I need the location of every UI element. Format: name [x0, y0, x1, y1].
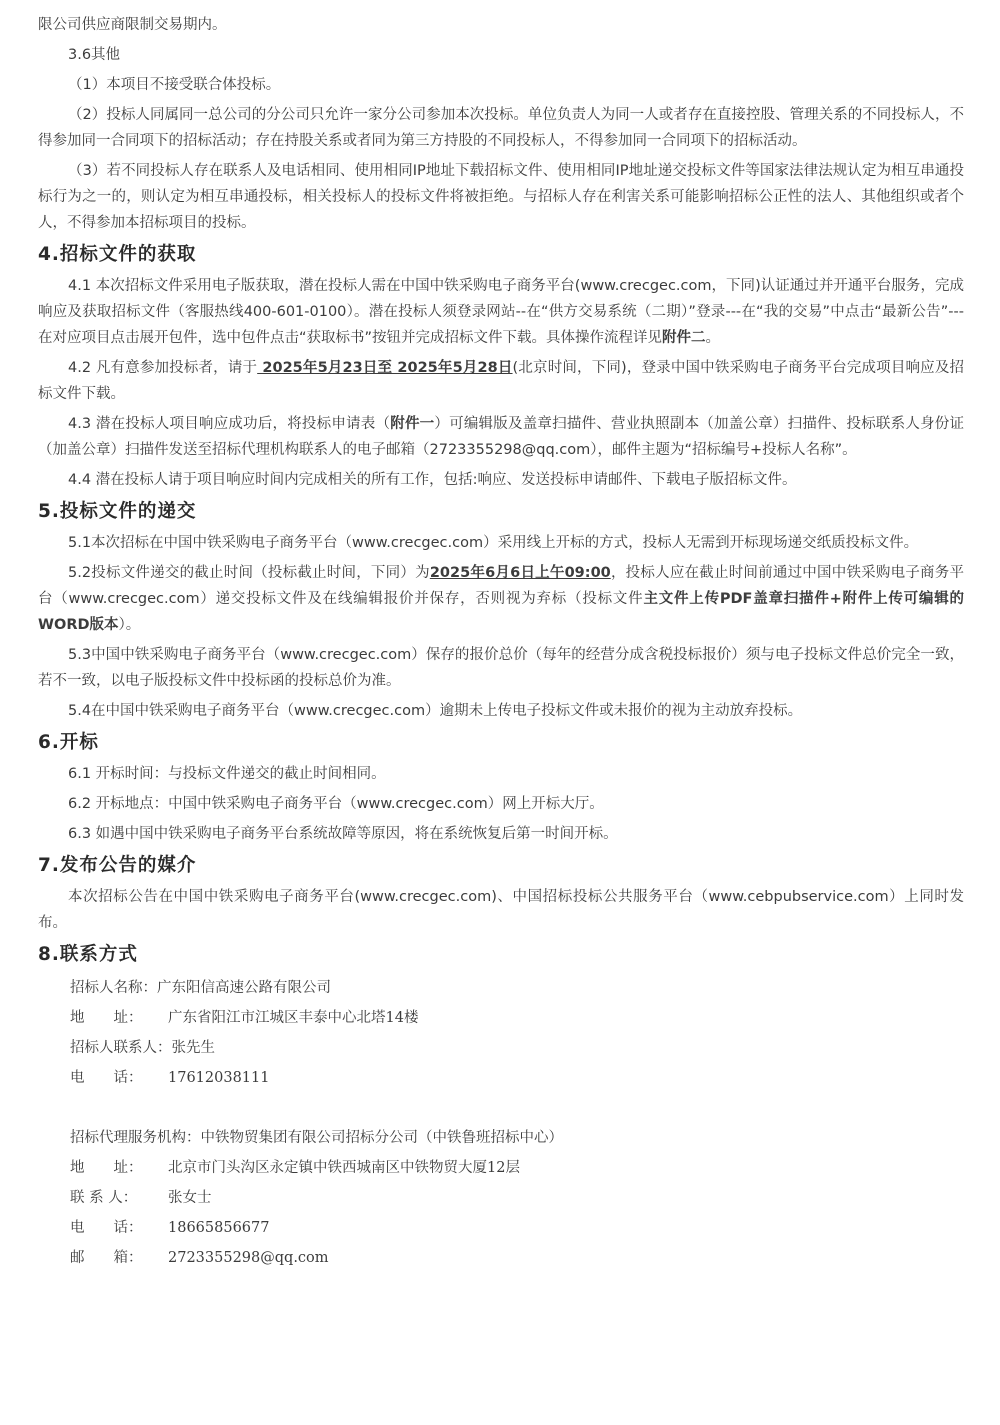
s5-p2-text: 5.2投标文件递交的截止时间（投标截止时间，下同）为	[68, 565, 430, 581]
tenderer-contact-label: 招标人联系人：	[70, 1040, 172, 1056]
agency-name: 中铁物贸集团有限公司招标分公司（中铁鲁班招标中心）	[200, 1130, 563, 1146]
s4-p2-date: 2025年5月23日至 2025年5月28日	[257, 360, 513, 376]
agency-address-row	[38, 1153, 964, 1183]
tenderer-name: 广东阳信高速公路有限公司	[157, 980, 331, 996]
tenderer-name-label: 招标人名称：	[70, 980, 157, 996]
s4-p1-end: 。	[705, 330, 721, 346]
s5-p2-bold: 主文件上传PDF盖章扫描件+附件上传可编辑的WORD版本	[38, 591, 964, 633]
agency-contact: 张女士	[168, 1190, 212, 1206]
section-6-heading: 6.开标	[38, 732, 99, 753]
tenderer-address-label: 地 址：	[70, 1010, 143, 1026]
s4-para-2	[38, 355, 964, 407]
s5-para-4: 5.4在中国中铁采购电子商务平台（www.crecgec.com）逾期未上传电子投标文件或未报价的视为主动放弃投标。	[68, 703, 803, 719]
tenderer-phone: 17612038111	[168, 1070, 270, 1086]
section-7-heading: 7.发布公告的媒介	[38, 855, 197, 876]
s36-para-3: （3）若不同投标人存在联系人及电话相同、使用相同IP地址下载招标文件、使用相同IP地址递交投标文件等国家法律法规认定为相互串通投标行为之一的，则认定为相互串通投标，相关投标人的投标文件将被拒绝。与招标人存在利害关系可能影响招标公正性的法人、其他组织或者个人，不得参加本招标项目的投标。	[38, 163, 964, 231]
tenderer-name-row	[38, 973, 964, 1003]
tenderer-contact: 张先生	[171, 1040, 215, 1056]
agency-address: 北京市门头沟区永定镇中铁西城南区中铁物贸大厦12层	[168, 1160, 520, 1176]
tenderer-phone-row	[38, 1063, 964, 1093]
agency-phone-row	[38, 1213, 964, 1243]
s36-heading: 3.6其他	[68, 47, 121, 63]
s36-para-2: （2）投标人同属同一总公司的分公司只允许一家分公司参加本次投标。单位负责人为同一人或者存在直接控股、管理关系的不同投标人，不得参加同一合同项下的招标活动；存在持股关系或者同为第三方持股的不同投标人，不得参加同一合同项下的招标活动。	[38, 107, 964, 149]
intro-line: 限公司供应商限制交易期内。	[38, 17, 227, 33]
s4-para-4: 4.4 潜在投标人请于项目响应时间内完成相关的所有工作，包括:响应、发送投标申请邮件、下载电子版招标文件。	[68, 472, 797, 488]
tenderer-contact-row	[38, 1033, 964, 1063]
tenderer-address: 广东省阳江市江城区丰泰中心北塔14楼	[168, 1010, 419, 1026]
agency-name-row	[38, 1123, 964, 1153]
s6-para-1: 6.1 开标时间：与投标文件递交的截止时间相同。	[68, 766, 386, 782]
agency-email-label: 邮 箱：	[70, 1250, 143, 1266]
s7-para-1: 本次招标公告在中国中铁采购电子商务平台(www.crecgec.com)、中国招标投标公共服务平台（www.cebpubservice.com）上同时发布。	[38, 889, 964, 931]
section-4-heading: 4.招标文件的获取	[38, 244, 197, 265]
s5-para-3: 5.3中国中铁采购电子商务平台（www.crecgec.com）保存的报价总价（每年的经营分成含税投标报价）须与电子投标文件总价完全一致，若不一致，以电子版投标文件中投标函的投标总价为准。	[38, 647, 964, 689]
agency-phone: 18665856677	[168, 1220, 270, 1236]
agency-phone-label: 电 话：	[70, 1220, 143, 1236]
s4-para-3	[38, 411, 964, 463]
s4-p2-end: (北京时间，下同)，登录中国中铁采购电子商务平台完成项目响应及招标文件下载。	[38, 360, 965, 402]
s5-p2-end: ）。	[118, 617, 141, 633]
contact-spacer	[38, 1093, 964, 1123]
s6-para-2: 6.2 开标地点：中国中铁采购电子商务平台（www.crecgec.com）网上开标大厅。	[68, 796, 604, 812]
agency-name-label: 招标代理服务机构：	[70, 1130, 201, 1146]
s4-para-1	[38, 273, 964, 351]
s5-p2-date: 2025年6月6日上午09:00	[429, 565, 611, 581]
s4-p2-text: 4.2 凡有意参加投标者，请于	[68, 360, 258, 376]
tenderer-phone-label: 电 话：	[70, 1070, 143, 1086]
s5-p2-mid: ，投标人应在截止时间前通过中国中铁采购电子商务平台（www.crecgec.com）递交投标文件及在线编辑报价并保存，否则视为弃标（投标文件	[38, 565, 964, 607]
agency-email: 2723355298@qq.com	[168, 1250, 329, 1266]
agency-contact-label: 联 系 人：	[70, 1190, 138, 1206]
s5-para-2	[38, 560, 964, 638]
s4-p1-attachment: 附件二	[662, 330, 706, 346]
section-8-heading: 8.联系方式	[38, 944, 138, 965]
agency-contact-row	[38, 1183, 964, 1213]
tenderer-address-row	[38, 1003, 964, 1033]
contact-block	[38, 973, 964, 1273]
section-5-heading: 5.投标文件的递交	[38, 501, 197, 522]
s4-p3-attachment: 附件一	[390, 416, 435, 432]
agency-email-row	[38, 1243, 964, 1273]
agency-address-label: 地 址：	[70, 1160, 143, 1176]
s5-para-1: 5.1本次招标在中国中铁采购电子商务平台（www.crecgec.com）采用线上开标的方式，投标人无需到开标现场递交纸质投标文件。	[68, 535, 919, 551]
s4-p3-end: ）可编辑版及盖章扫描件、营业执照副本（加盖公章）扫描件、投标联系人身份证（加盖公章）扫描件发送至招标代理机构联系人的电子邮箱（2723355298@qq.com），邮件主题为“招标编号+投标人名称”。	[38, 416, 964, 458]
s6-para-3: 6.3 如遇中国中铁采购电子商务平台系统故障等原因，将在系统恢复后第一时间开标。	[68, 826, 618, 842]
s4-p3-text: 4.3 潜在投标人项目响应成功后，将投标申请表（	[68, 416, 391, 432]
s4-p1-text: 4.1 本次招标文件采用电子版获取，潜在投标人需在中国中铁采购电子商务平台(www.crecgec.com，下同)认证通过并开通平台服务，完成响应及获取招标文件（客服热线400-601-0100）。潜在投标人须登录网站--在“供方交易系统（二期）”登录---在“我的交易”中点击“最新公告”---在对应项目点击展开包件，选中包件点击“获取标书”按钮并完成招标文件下载。具体操作流程详见	[38, 278, 964, 346]
s36-para-1: （1）本项目不接受联合体投标。	[68, 77, 281, 93]
